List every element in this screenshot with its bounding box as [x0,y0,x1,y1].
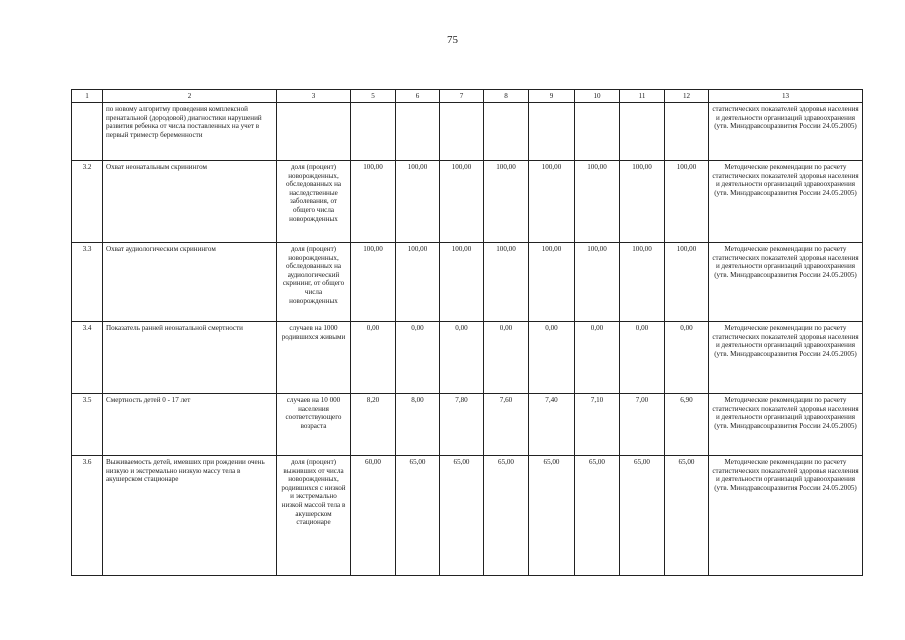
value-cell: 100,00 [351,161,396,243]
header-cell: 10 [575,90,620,103]
value-cell: 65,00 [440,456,484,576]
value-cell: 7,80 [440,394,484,456]
value-cell: 0,00 [665,322,709,394]
table-row [72,243,863,322]
table-row [72,161,863,243]
value-cell: 100,00 [484,161,529,243]
value-cell: 8,00 [396,394,440,456]
value-cell: 7,40 [529,394,575,456]
source-cell: статистических показателей здоровья населения и деятельности организаций здравоохранения (утв. Минздравсоцразвития России 24.05.2005) [709,103,863,161]
header-cell: 13 [709,90,863,103]
unit-cell [277,103,351,161]
value-cell: 100,00 [575,161,620,243]
header-cell: 5 [351,90,396,103]
value-cell: 100,00 [440,161,484,243]
value-cell: 100,00 [484,243,529,322]
value-cell: 6,90 [665,394,709,456]
value-cell: 0,00 [620,322,665,394]
value-cell: 100,00 [620,161,665,243]
unit-cell: случаев на 10 000 населения соответствующего возраста [277,394,351,456]
value-cell: 0,00 [484,322,529,394]
value-cell [351,103,396,161]
value-cell: 100,00 [351,243,396,322]
header-cell: 12 [665,90,709,103]
value-cell: 0,00 [396,322,440,394]
value-cell: 100,00 [529,243,575,322]
row-number-cell: 3.3 [72,243,103,322]
value-cell: 0,00 [440,322,484,394]
indicators-table [71,89,863,576]
value-cell: 7,60 [484,394,529,456]
value-cell: 7,00 [620,394,665,456]
value-cell: 65,00 [484,456,529,576]
value-cell: 100,00 [665,243,709,322]
row-number-cell: 3.6 [72,456,103,576]
value-cell: 100,00 [620,243,665,322]
header-row [72,90,863,103]
header-cell: 9 [529,90,575,103]
value-cell: 7,10 [575,394,620,456]
header-cell: 8 [484,90,529,103]
value-cell: 8,20 [351,394,396,456]
value-cell: 100,00 [396,161,440,243]
header-cell: 3 [277,90,351,103]
value-cell: 65,00 [529,456,575,576]
table-row [72,322,863,394]
value-cell [665,103,709,161]
unit-cell: доля (процент) выживших от числа новорожденных, родившихся с низкой и экстремально низкой массой тела в акушерском стационаре [277,456,351,576]
header-cell: 1 [72,90,103,103]
table-row [72,456,863,576]
value-cell: 100,00 [396,243,440,322]
value-cell: 65,00 [665,456,709,576]
unit-cell: доля (процент) новорожденных, обследованных на наследственные заболевания, от общего числа новорожденных [277,161,351,243]
value-cell: 0,00 [529,322,575,394]
indicator-name-cell: Смертность детей 0 - 17 лет [103,394,277,456]
value-cell: 100,00 [440,243,484,322]
value-cell: 65,00 [396,456,440,576]
page-number: 75 [447,34,458,46]
value-cell: 65,00 [575,456,620,576]
table-row [72,394,863,456]
value-cell [529,103,575,161]
indicator-name-cell: Показатель ранней неонатальной смертности [103,322,277,394]
row-number-cell [72,103,103,161]
source-cell: Методические рекомендации по расчету статистических показателей здоровья населения и деятельности организаций здравоохранения (утв. Минздравсоцразвития России 24.05.2005) [709,456,863,576]
table-body [72,90,863,576]
indicator-name-cell: Выживаемость детей, имевших при рождении очень низкую и экстремально низкую массу тела в акушерском стационаре [103,456,277,576]
value-cell: 100,00 [529,161,575,243]
unit-cell: доля (процент) новорожденных, обследованных на аудиологический скрининг, от общего числа новорожденных [277,243,351,322]
header-cell: 11 [620,90,665,103]
table-row [72,103,863,161]
row-number-cell: 3.2 [72,161,103,243]
value-cell: 60,00 [351,456,396,576]
value-cell: 0,00 [351,322,396,394]
header-cell: 7 [440,90,484,103]
value-cell [575,103,620,161]
value-cell: 100,00 [665,161,709,243]
value-cell [440,103,484,161]
indicator-name-cell: Охват неонатальным скринингом [103,161,277,243]
value-cell: 100,00 [575,243,620,322]
value-cell: 65,00 [620,456,665,576]
header-cell: 6 [396,90,440,103]
indicator-name-cell: по новому алгоритму проведения комплексной пренатальной (дородовой) диагностики нарушений развития ребенка от числа поставленных на учет в первый триместр беременности [103,103,277,161]
source-cell: Методические рекомендации по расчету статистических показателей здоровья населения и деятельности организаций здравоохранения (утв. Минздравсоцразвития России 24.05.2005) [709,394,863,456]
value-cell [396,103,440,161]
row-number-cell: 3.4 [72,322,103,394]
source-cell: Методические рекомендации по расчету статистических показателей здоровья населения и деятельности организаций здравоохранения (утв. Минздравсоцразвития России 24.05.2005) [709,161,863,243]
value-cell [620,103,665,161]
unit-cell: случаев на 1000 родившихся живыми [277,322,351,394]
source-cell: Методические рекомендации по расчету статистических показателей здоровья населения и деятельности организаций здравоохранения (утв. Минздравсоцразвития России 24.05.2005) [709,243,863,322]
indicator-name-cell: Охват аудиологическим скринингом [103,243,277,322]
value-cell [484,103,529,161]
row-number-cell: 3.5 [72,394,103,456]
header-cell: 2 [103,90,277,103]
source-cell: Методические рекомендации по расчету статистических показателей здоровья населения и деятельности организаций здравоохранения (утв. Минздравсоцразвития России 24.05.2005) [709,322,863,394]
value-cell: 0,00 [575,322,620,394]
